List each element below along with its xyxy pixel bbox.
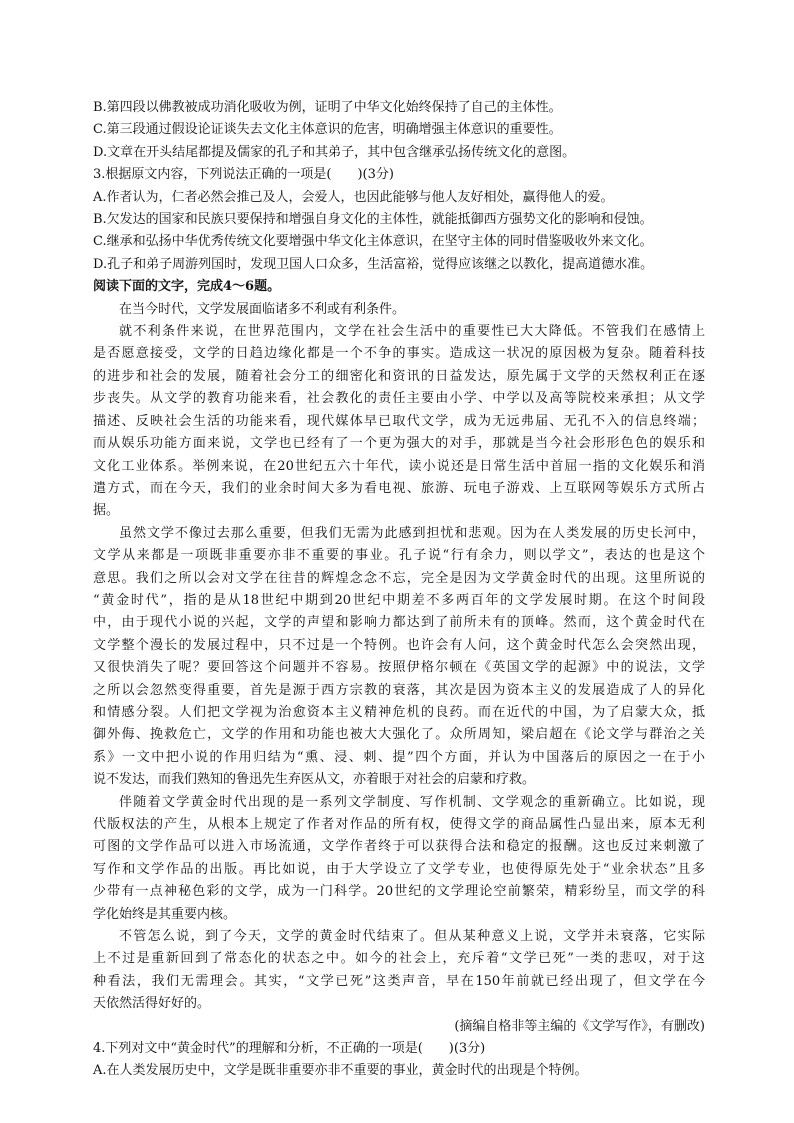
text-line: 文化工业体系。举例来说，在20世纪五六十年代，读小说还是日常生活中首屈一指的文化娱乐和消 <box>93 458 705 474</box>
text-line: D.孔子和弟子周游列国时，发现卫国人口众多，生活富裕，觉得应该继之以教化，提高道德水准。 <box>93 256 654 272</box>
text-line: 就不利条件来说，在世界范围内，文学在社会生活中的重要性已大大降低。不管我们在感情上 <box>119 324 705 340</box>
text-line: 上不过是重新回到了常态化的状态之中。如今的社会上，充斥着“文学已死”一类的悲叹，对于这 <box>93 951 705 967</box>
text-line: 又很快消失了呢？要回答这个问题并不容易。按照伊格尔顿在《英国文学的起源》中的说法，文学 <box>93 660 705 676</box>
text-line: 可图的文学作品可以进入市场流通，文学作者终于可以获得合法和稳定的报酬。这也反过来刺激了 <box>93 839 705 855</box>
text-line: 少带有一点神秘色彩的文学，成为一门科学。20世纪的文学理论空前繁荣，精彩纷呈，而文学的科 <box>93 884 705 900</box>
text-line: 4.下列对文中“黄金时代”的理解和分析，不正确的一项是( )(3分) <box>93 1041 486 1057</box>
text-line: 中，由于现代小说的兴起，文学的声望和影响力都达到了前所未有的顶峰。然而，这个黄金时代在 <box>93 615 705 631</box>
text-line: 遣方式，而在今天，我们的业余时间大多为看电视、旅游、玩电子游戏、上互联网等娱乐方式所占 <box>93 480 705 496</box>
text-line: 在当今时代，文学发展面临诸多不利或有利条件。 <box>119 301 406 317</box>
text-line: 文学从来都是一项既非重要亦非不重要的事业。孔子说“行有余力，则以学文”，表达的也是这个 <box>93 548 705 564</box>
text-line: B.欠发达的国家和民族只要保持和增强自身文化的主体性，就能抵御西方强势文化的影响和侵蚀。 <box>93 212 653 228</box>
text-line: A.作者认为，仁者必然会推己及人，会爱人，也因此能够与他人友好相处，赢得他人的爱。 <box>93 189 614 205</box>
text-line: 学化始终是其重要内核。 <box>93 906 237 922</box>
text-line: 天依然活得好好的。 <box>93 996 211 1012</box>
text-line: 的进步和社会的发展，随着社会分工的细密化和资讯的日益发达，原先属于文学的天然权利正在逐 <box>93 368 705 384</box>
text-line: 写作和文学作品的出版。再比如说，由于大学设立了文学专业，也使得原先处于“业余状态”且多 <box>93 861 705 877</box>
text-line: 据。 <box>93 503 120 519</box>
text-line: 和情感分裂。人们把文学视为治愈资本主义精神危机的良药。而在近代的中国，为了启蒙大众，抵 <box>93 704 705 720</box>
text-line: C.继承和弘扬中华优秀传统文化要增强中华文化主体意识，在坚守主体的同时借鉴吸收外来文化。 <box>93 234 653 250</box>
section-heading: 阅读下面的文字，完成4～6题。 <box>93 279 281 295</box>
document-page <box>93 97 705 1083</box>
text-line: 说不发达，而我们熟知的鲁迅先生弃医从文，亦着眼于对社会的启蒙和疗救。 <box>93 772 536 788</box>
text-line: 伴随着文学黄金时代出现的是一系列文学制度、写作机制、文学观念的重新确立。比如说，现 <box>119 794 705 810</box>
text-line: 种看法，我们无需理会。其实，“文学已死”这类声音，早在150年前就已经出现了，但文学在今 <box>93 973 705 989</box>
text-line: 虽然文学不像过去那么重要，但我们无需为此感到担忧和悲观。因为在人类发展的历史长河中， <box>119 525 705 541</box>
text-line: 之所以会忽然变得重要，首先是源于西方宗教的衰落，其次是因为资本主义的发展造成了人的异化 <box>93 682 705 698</box>
text-line: C.第三段通过假设论证谈失去文化主体意识的危害，明确增强主体意识的重要性。 <box>93 122 562 138</box>
text-line: “黄金时代”，指的是从18世纪中期到20世纪中期差不多两百年的文学发展时期。在这个时间段 <box>93 592 705 608</box>
text-line: 御外侮、挽救危亡，文学的作用和功能也被大大强化了。众所周知，梁启超在《论文学与群治之关 <box>93 727 705 743</box>
text-line: 3.根据原文内容，下列说法正确的一项是( )(3分) <box>93 167 394 183</box>
text-line: 文学整个漫长的发展过程中，只不过是一个特例。也许会有人问，这个黄金时代怎么会突然出现， <box>93 637 705 653</box>
text-line: 代版权法的产生，从根本上规定了作者对作品的所有权，使得文学的商品属性凸显出来，原本无利 <box>93 817 705 832</box>
text-line: 描述、反映社会生活的功能来看，现代媒体早已取代文学，成为无远弗届、无孔不入的信息终端； <box>93 413 705 429</box>
text-line: 步丧失。从文学的教育功能来看，社会教化的责任主要由小学、中学以及高等院校来承担；从文学 <box>93 391 705 407</box>
text-line: 不管怎么说，到了今天，文学的黄金时代结束了。但从某种意义上说，文学并未衰落，它实际 <box>119 929 705 945</box>
text-line: 意思。我们之所以会对文学在往昔的辉煌念念不忘，完全是因为文学黄金时代的出现。这里所说的 <box>93 570 705 586</box>
source-citation: (摘编自格非等主编的《文学写作》，有删改) <box>454 1018 705 1034</box>
text-line: D.文章在开头结尾都提及儒家的孔子和其弟子，其中包含继承弘扬传统文化的意图。 <box>93 144 576 160</box>
text-line: B.第四段以佛教被成功消化吸收为例，证明了中华文化始终保持了自己的主体性。 <box>93 100 562 115</box>
text-line: A.在人类发展历史中，文学是既非重要亦非不重要的事业，黄金时代的出现是个特例。 <box>93 1063 588 1079</box>
text-line: 而从娱乐功能方面来说，文学也已经有了一个更为强大的对手，那就是当今社会形形色色的娱乐和 <box>93 436 705 452</box>
text-line: 系》一文中把小说的作用归结为“熏、浸、刺、提”四个方面，并认为中国落后的原因之一在于小 <box>93 749 705 765</box>
text-line: 是否愿意接受，文学的日趋边缘化都是一个不争的事实。造成这一状况的原因极为复杂。随着科技 <box>93 346 705 362</box>
